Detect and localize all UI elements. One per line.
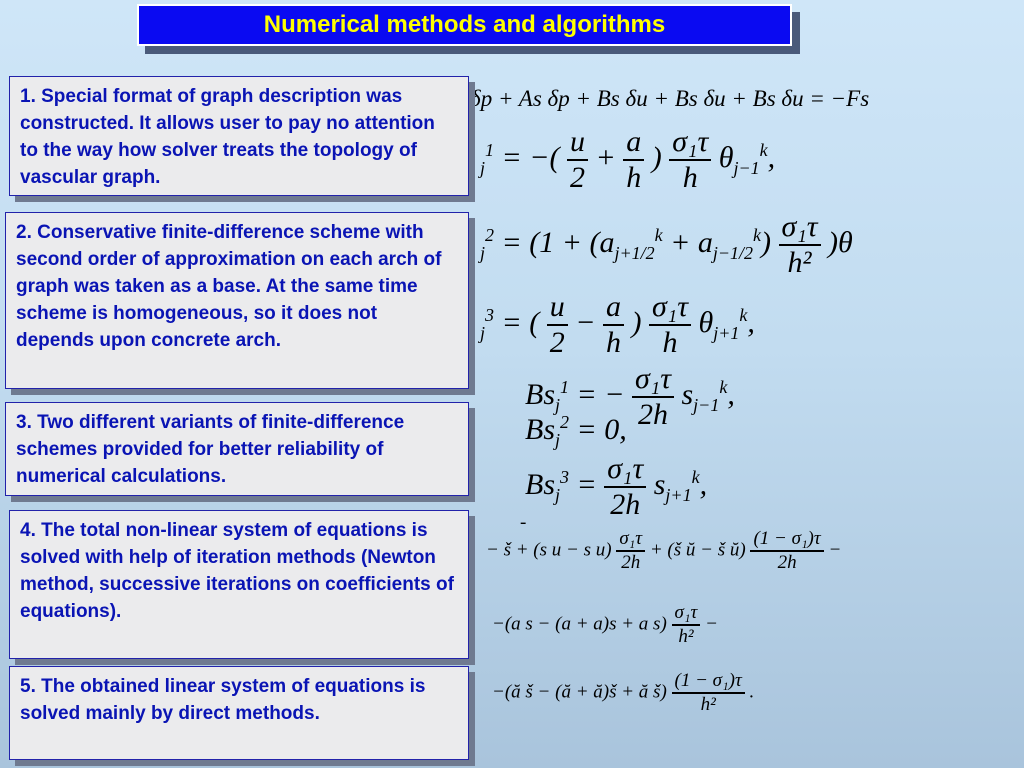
point-5-box: 5. The obtained linear system of equations is solved mainly by direct methods. [9,666,469,760]
slide-title: Numerical methods and algorithms [137,4,792,46]
point-1-box: 1. Special format of graph description was constructed. It allows user to pay no attention to the way how solver treats the topology of vascular graph. [9,76,469,196]
equation-fs-3: −(ă š − (ă + ă)š + ă š) $\frac{\text{(1 − σ₁)τ}}{\text{h²}}$ . [492,670,755,715]
equation-fs-1: − š + (s u − s u) $\frac{\text{σ₁τ}}{2h}$ + (š ŭ − š ŭ) $\frac{\text{(1 − σ₁)τ}}{2h}$ − [486,528,842,573]
equation-fs-2: −(a s − (a + a)s + a s) $\frac{\text{σ₁τ}}{\text{h²}}$ − [492,602,718,647]
equation-dash: - [520,512,527,533]
point-3-box: 3. Two different variants of finite-difference schemes provided for better reliability of numerical calculations. [5,402,469,496]
equation-bs1: $Bs_j^1$ = − $\frac{\text{σ₁τ}}{2h}$ $s_{j-1}^k$, [525,362,735,431]
equation-bs3: $Bs_j^3$ = $\frac{\text{σ₁τ}}{2h}$ $s_{j+1}^k$, [525,452,708,521]
point-4-box: 4. The total non-linear system of equations is solved with help of iteration methods (Newton method, successive iterations on coefficients of equations). [9,510,469,659]
equation-coef-3: $_j^3$ = ( $\frac{u}{2}$ − $\frac{a}{h}$ ) $\frac{\text{σ₁τ}}{h}$ $\theta_{j+1}^k$, [480,290,755,359]
equation-coef-1: $_j^1$ = −( $\frac{u}{2}$ + $\frac{a}{h}$ ) $\frac{\text{σ₁τ}}{h}$ $\theta_{j-1}^k$, [480,125,776,194]
equation-bs2: $Bs_j^2 = 0$, [525,412,627,450]
equation-main: δp + As δp + Bs δu + Bs δu + Bs δu = −Fs [470,86,870,111]
point-2-box: 2. Conservative finite-difference scheme with second order of approximation on each arch of graph was taken as a base. At the same time scheme is homogeneous, so it does not depends upon concrete arch. [5,212,469,389]
equation-coef-2: $_j^2 = (1 + (a_{j+1/2}^k + a_{j-1/2}^k)$ $\frac{\text{σ₁τ}}{\text{h²}}$ )θ [480,210,853,279]
